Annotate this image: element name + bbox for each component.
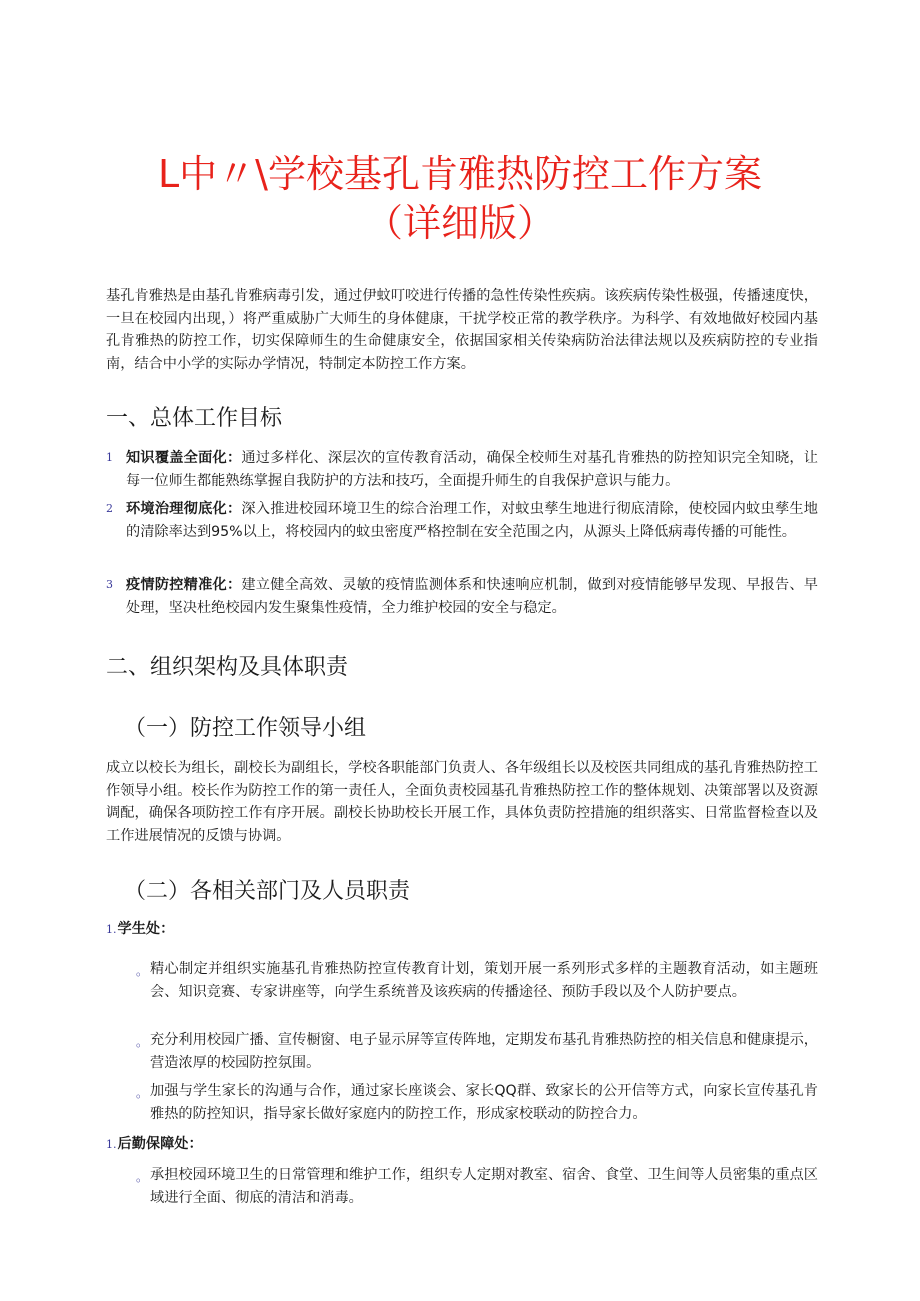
bullet-marker: 。	[136, 1035, 149, 1049]
list-item-text: 精心制定并组织实施基孔肯雅热防控宣传教育计划，策划开展一系列形式多样的主题教育活动，如主题班会、知识竞赛、专家讲座等，向学生系统普及该疾病的传播途径、预防手段以及个人防护要点。	[150, 961, 818, 1000]
dept-number: 1.	[106, 923, 117, 936]
list-item	[136, 1029, 818, 1074]
goal-number: 1	[106, 451, 113, 464]
subsection2-heading: （二）各相关部门及人员职责	[124, 879, 411, 904]
goal-item	[106, 498, 818, 543]
list-item	[136, 1164, 818, 1209]
leadership-paragraph: 成立以校长为组长，副校长为副组长，学校各职能部门负责人、各年级组长以及校医共同组成的基孔肯雅热防控工作领导小组。校长作为防控工作的第一责任人，全面负责校园基孔肯雅热防控工作的整体规划、决策部署以及资源调配，确保各项防控工作有序开展。副校长协助校长开展工作，具体负责防控措施的组织落实、日常监督检查以及工作进展情况的反馈与协调。	[106, 760, 818, 844]
dept-heading-student-affairs	[106, 918, 174, 941]
goal-number: 3	[106, 578, 113, 591]
dept-heading-logistics	[106, 1133, 203, 1156]
goal-lead: 疫情防控精准化：	[126, 577, 242, 593]
list-item-text: 加强与学生家长的沟通与合作，通过家长座谈会、家长QQ群、致家长的公开信等方式，向家长宣传基孔肯雅热的防控知识，指导家长做好家庭内的防控工作，形成家校联动的防控合力。	[150, 1083, 818, 1122]
section1-heading: 一、总体工作目标	[106, 406, 283, 431]
list-item-text: 充分利用校园广播、宣传橱窗、电子显示屏等宣传阵地，定期发布基孔肯雅热防控的相关信息和健康提示，营造浓厚的校园防控氛围。	[150, 1032, 818, 1071]
bullet-marker: 。	[136, 1086, 149, 1100]
bullet-marker: 。	[136, 964, 149, 978]
subsection1-heading: （一）防控工作领导小组	[124, 716, 367, 741]
intro-paragraph: 基孔肯雅热是由基孔肯雅病毒引发，通过伊蚊叮咬进行传播的急性传染性疾病。该疾病传染性极强，传播速度快，一旦在校园内出现，）将严重威胁广大师生的身体健康，干扰学校正常的教学秩序。为科学、有效地做好校园内基孔肯雅热的防控工作，切实保障师生的生命健康安全，依据国家相关传染病防治法律法规以及疾病防控的专业指南，结合中小学的实际办学情况，特制定本防控工作方案。	[106, 288, 818, 372]
goal-lead: 环境治理彻底化：	[126, 501, 242, 517]
dept-label: 后勤保障处：	[117, 1136, 203, 1152]
goal-text: 通过多样化、深层次的宣传教育活动，确保全校师生对基孔肯雅热的防控知识完全知晓，让每一位师生都能熟练掌握自我防护的方法和技巧，全面提升师生的自我保护意识与能力。	[126, 450, 818, 489]
goal-item	[106, 447, 818, 492]
goal-text: 建立健全高效、灵敏的疫情监测体系和快速响应机制，做到对疫情能够早发现、早报告、早处理，坚决杜绝校园内发生聚集性疫情，全力维护校园的安全与稳定。	[126, 577, 818, 616]
list-item-text: 承担校园环境卫生的日常管理和维护工作，组织专人定期对教室、宿舍、食堂、卫生间等人员密集的重点区域进行全面、彻底的清洁和消毒。	[150, 1167, 818, 1206]
list-item	[136, 958, 818, 1003]
list-item	[136, 1080, 818, 1125]
section2-heading: 二、组织架构及具体职责	[106, 655, 349, 680]
dept-label: 学生处：	[117, 921, 175, 937]
goal-text: 深入推进校园环境卫生的综合治理工作，对蚊虫孳生地进行彻底清除，使校园内蚊虫孳生地的清除率达到95%以上，将校园内的蚊虫密度严格控制在安全范围之内，从源头上降低病毒传播的可能性。	[126, 501, 818, 540]
goal-item	[106, 574, 818, 619]
dept-number: 1.	[106, 1138, 117, 1151]
goal-number: 2	[106, 502, 113, 515]
document-title-line1: L中〃\学校基孔肯雅热防控工作方案	[158, 152, 762, 196]
goal-lead: 知识覆盖全面化：	[126, 450, 242, 466]
document-title-line2: （详细版）	[364, 201, 555, 245]
bullet-marker: 。	[136, 1170, 149, 1184]
